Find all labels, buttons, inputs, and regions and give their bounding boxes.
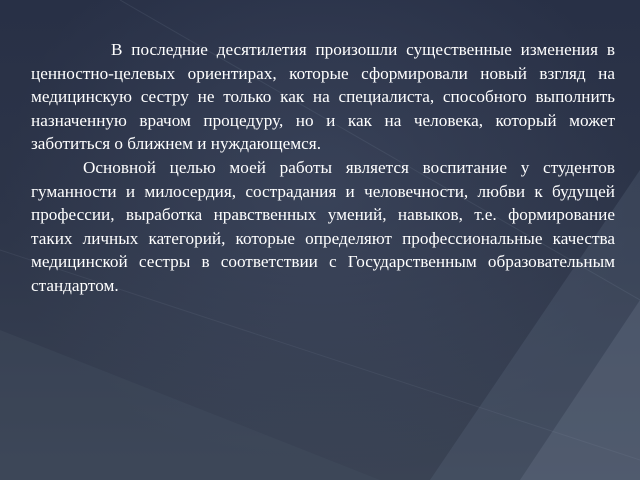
body-text: [31, 38, 615, 298]
paragraph-1: В последние десятилетия произошли существенные изменения в ценностно-целевых ориентирах, которые сформировали новый взгляд на медицинскую сестру не только как на специалиста, способного выполнить назначенную врачом процедуру, но и как на человека, который может заботиться о ближнем и нуждающемся.: [31, 40, 615, 154]
bg-lower-band: [0, 330, 380, 480]
paragraph-2: Основной целью моей работы является воспитание у студентов гуманности и милосердия, сострадания и человечности, любви к будущей профессии, выработка нравственных умений, навыков, т.е. формирование таких личных категорий, которые определяют профессиональные качества медицинской сестры в соответствии с Государственным образовательным стандартом.: [31, 157, 615, 295]
